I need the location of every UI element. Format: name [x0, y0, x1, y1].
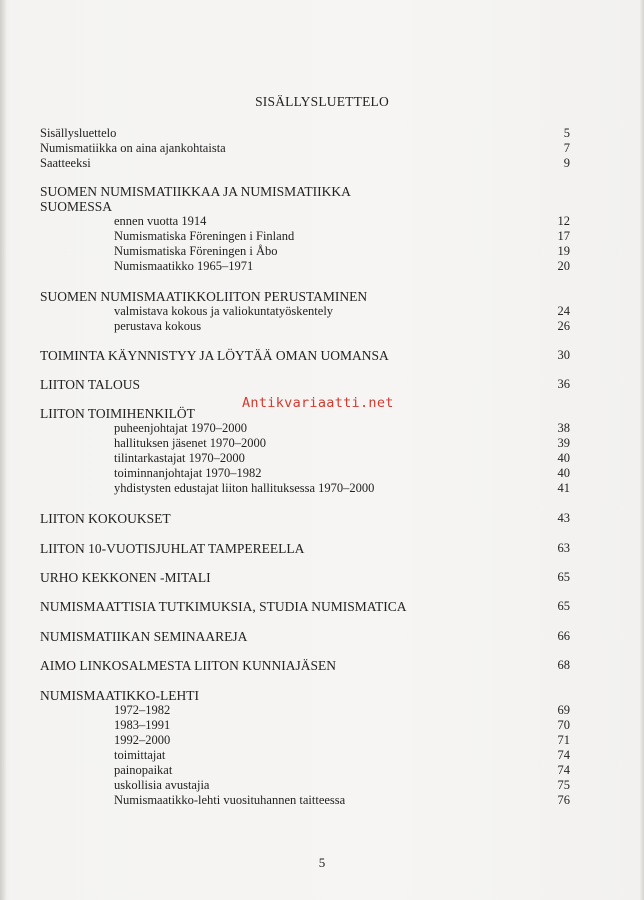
toc-entry-page: 68	[557, 658, 570, 672]
toc-section	[40, 540, 570, 557]
toc-entry-page: 24	[557, 304, 570, 318]
toc-section	[40, 598, 570, 615]
toc-entry-title: puheenjohtajat 1970–2000	[114, 421, 247, 435]
toc-section	[40, 657, 570, 674]
toc-section-title: URHO KEKKONEN -MITALI	[40, 570, 211, 585]
toc-entry-page: 9	[563, 156, 570, 170]
toc-section-title: NUMISMATIIKAN SEMINAAREJA	[40, 629, 248, 644]
toc-entry-title: Numismatiska Föreningen i Åbo	[114, 244, 278, 258]
toc-section-title: SUOMESSA	[40, 199, 113, 214]
toc-section-title: LIITON 10-VUOTISJUHLAT TAMPEREELLA	[40, 541, 305, 556]
toc-entry-page: 20	[557, 259, 570, 273]
toc-entry-page: 7	[563, 141, 570, 155]
toc-entry-page: 39	[557, 436, 570, 450]
toc-entry-page: 36	[557, 377, 570, 391]
toc-section-title: LIITON TALOUS	[40, 377, 141, 392]
toc-entry-page: 40	[557, 466, 570, 480]
toc-entry-title: 1972–1982	[114, 703, 171, 717]
toc-entry-page: 19	[557, 244, 570, 258]
toc-entry-title: uskollisia avustajia	[114, 778, 210, 792]
toc-entry-title: hallituksen jäsenet 1970–2000	[114, 436, 267, 450]
toc-entry-title: 1992–2000	[114, 733, 171, 747]
toc-entry-page: 75	[557, 778, 570, 792]
toc-entry-page: 70	[557, 718, 570, 732]
toc-section-title: LIITON TOIMIHENKILÖT	[40, 406, 195, 421]
page-number: 5	[318, 855, 326, 870]
toc-entry-page: 65	[557, 599, 570, 613]
toc-entry-page: 40	[557, 451, 570, 465]
toc-section	[40, 510, 570, 527]
toc-entry-page: 5	[563, 126, 570, 140]
toc-entry-title: 1983–1991	[114, 718, 171, 732]
toc-section-title: SUOMEN NUMISMATIIKKAA JA NUMISMATIIKKA	[40, 184, 351, 199]
watermark-text: Antikvariaatti.net	[242, 395, 394, 411]
toc-section	[40, 347, 570, 364]
toc-entry-page: 74	[557, 763, 570, 777]
toc-section-title: LIITON KOKOUKSET	[40, 511, 171, 526]
toc-entry-title: toiminnanjohtajat 1970–1982	[114, 466, 262, 480]
toc-entry-title: tilintarkastajat 1970–2000	[114, 451, 245, 465]
toc-entry-title: Numismatiska Föreningen i Finland	[114, 229, 295, 243]
toc-section-title: SUOMEN NUMISMAATIKKOLIITON PERUSTAMINEN	[40, 289, 368, 304]
toc-entry-title: Sisällysluettelo	[40, 126, 117, 140]
toc-entry-title: painopaikat	[114, 763, 173, 777]
toc-entry-page: 43	[557, 511, 570, 525]
toc-entry-page: 71	[557, 733, 570, 747]
toc-entry-page: 69	[557, 703, 570, 717]
toc-section	[40, 569, 570, 586]
toc-entry-title: valmistava kokous ja valiokuntatyöskentely	[114, 304, 334, 318]
toc-entry	[40, 155, 570, 172]
toc-section	[40, 376, 570, 393]
toc-entry-title: Numismaatikko 1965–1971	[114, 259, 254, 273]
toc-entry-page: 76	[557, 793, 570, 807]
toc-entry-page: 65	[557, 570, 570, 584]
toc-entry-title: ennen vuotta 1914	[114, 214, 207, 228]
toc-subentry	[114, 480, 570, 497]
toc-entry-title: Numismatiikka on aina ajankohtaista	[40, 141, 226, 155]
toc-entry-title: Saatteeksi	[40, 156, 91, 170]
toc-section	[40, 628, 570, 645]
toc-entry-page: 26	[557, 319, 570, 333]
toc-entry-page: 30	[557, 348, 570, 362]
toc-entry-page: 12	[557, 214, 570, 228]
toc-section-title: TOIMINTA KÄYNNISTYY JA LÖYTÄÄ OMAN UOMANSA	[40, 348, 389, 363]
toc-subentry	[114, 258, 570, 275]
toc-entry-title: Numismaatikko-lehti vuosituhannen taitteessa	[114, 793, 346, 807]
toc-subentry	[114, 318, 570, 335]
toc-entry-page: 38	[557, 421, 570, 435]
toc-entry-title: toimittajat	[114, 748, 166, 762]
toc-subentry	[114, 792, 570, 809]
toc-entry-title: perustava kokous	[114, 319, 202, 333]
toc-entry-page: 66	[557, 629, 570, 643]
toc-section-title: NUMISMAATTISIA TUTKIMUKSIA, STUDIA NUMISMATICA	[40, 599, 407, 614]
toc-entry-page: 17	[557, 229, 570, 243]
toc-entry-page: 41	[557, 481, 570, 495]
toc-section-title: AIMO LINKOSALMESTA LIITON KUNNIAJÄSEN	[40, 658, 337, 673]
toc-entry-page: 63	[557, 541, 570, 555]
toc-entry-page: 74	[557, 748, 570, 762]
toc-entry-title: yhdistysten edustajat liiton hallituksessa 1970–2000	[114, 481, 375, 495]
toc-section-title: NUMISMAATIKKO-LEHTI	[40, 688, 199, 703]
toc-heading: SISÄLLYSLUETTELO	[255, 94, 389, 109]
